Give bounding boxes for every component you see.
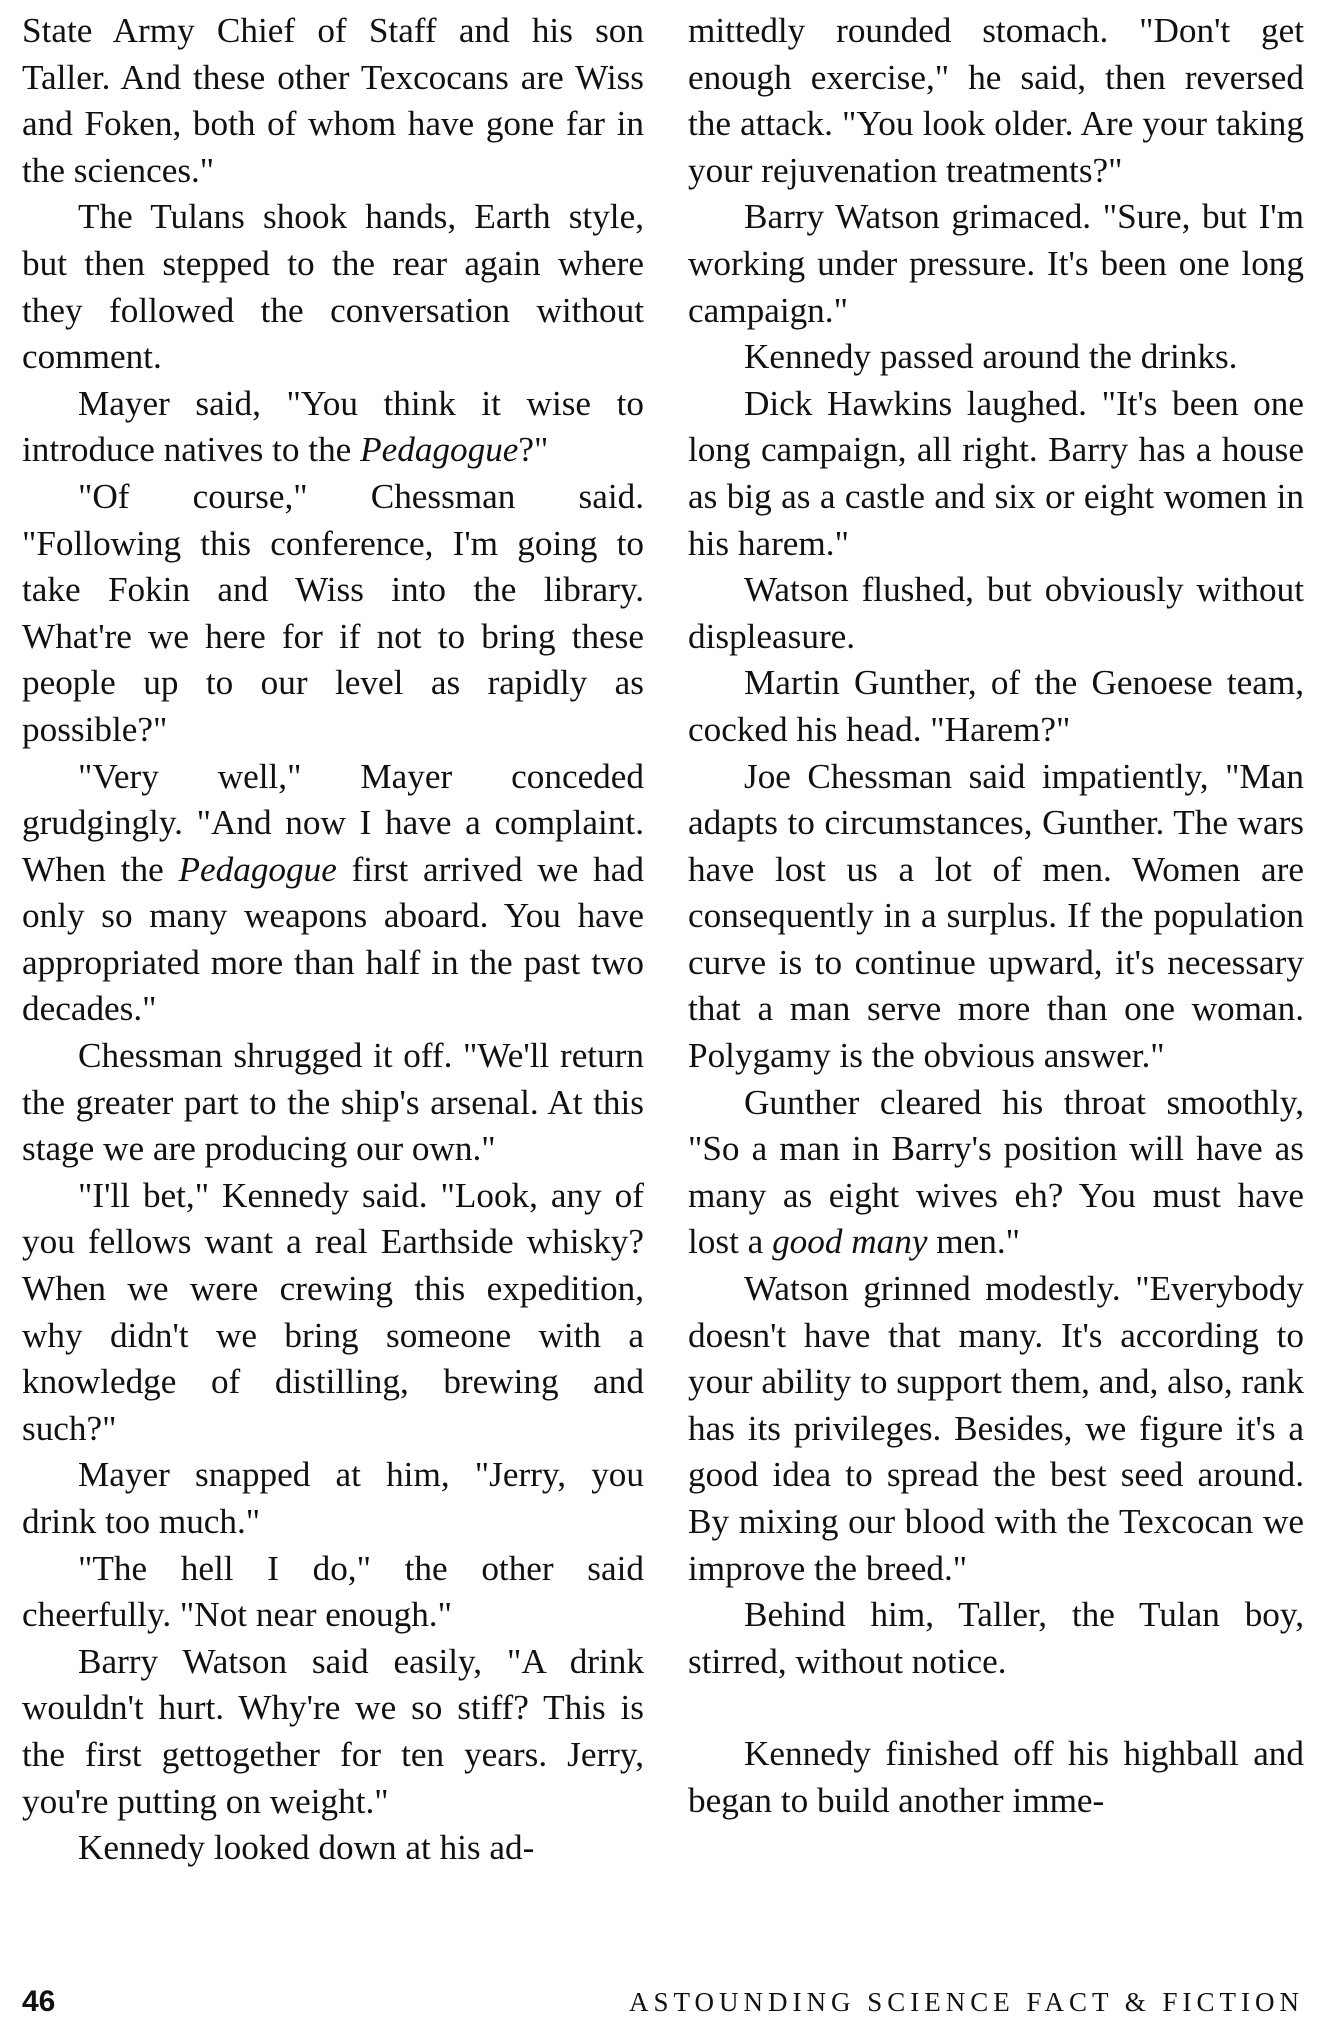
paragraph: Barry Watson said easily, "A drink wouldn't hurt. Why're we so stiff? This is the first gettogether for ten years. Jerry, you're putting on weight." bbox=[22, 1641, 644, 1821]
running-head: ASTOUNDING SCIENCE FACT & FICTION bbox=[628, 1987, 1304, 2017]
ship-name-italic: Pedagogue bbox=[360, 430, 519, 470]
paragraph: State Army Chief of Staff and his son Taller. And these other Texcocans are Wiss and Foken, both of whom have gone far in the sciences." bbox=[22, 11, 644, 190]
paragraph-text: "Very well," Mayer conceded grudgingly. "And now I have a complaint. When the bbox=[22, 756, 644, 889]
paragraph-text: ?" bbox=[518, 430, 549, 470]
paragraph-text: Gunther cleared his throat smoothly, "So a man in Barry's position will have as many as eight wives eh? You must have lost a bbox=[688, 1082, 1304, 1262]
paragraph: mittedly rounded stomach. "Don't get enough exercise," he said, then reversed the attack. "You look older. Are your taking your rejuvenation treatments?" bbox=[688, 11, 1304, 190]
paragraph: The Tulans shook hands, Earth style, but then stepped to the rear again where they followed the conversation without comment. bbox=[22, 197, 644, 377]
ship-name-italic: Pedagogue bbox=[178, 849, 337, 889]
paragraph bbox=[22, 381, 644, 474]
paragraph: Mayer snapped at him, "Jerry, you drink too much." bbox=[22, 1455, 644, 1541]
page-footer bbox=[22, 1978, 1304, 2026]
paragraph: Chessman shrugged it off. "We'll return the greater part to the ship's arsenal. At this stage we are producing our own." bbox=[22, 1036, 644, 1169]
paragraph: "The hell I do," the other said cheerfully. "Not near enough." bbox=[22, 1548, 644, 1635]
paragraph bbox=[688, 1080, 1304, 1266]
paragraph: Kennedy passed around the drinks. bbox=[744, 337, 1238, 377]
paragraph: Dick Hawkins laughed. "It's been one long campaign, all right. Barry has a house as big as a castle and six or eight women in his harem." bbox=[688, 383, 1304, 563]
paragraph: Behind him, Taller, the Tulan boy, stirred, without notice. bbox=[688, 1595, 1304, 1681]
paragraph bbox=[22, 754, 644, 1034]
paragraph: Martin Gunther, of the Genoese team, cocked his head. "Harem?" bbox=[688, 663, 1304, 749]
paragraph: "I'll bet," Kennedy said. "Look, any of you fellows want a real Earthside whisky? When we were crewing this expedition, why didn't we bring someone with a knowledge of distilling, brewing and such?" bbox=[22, 1175, 644, 1448]
paragraph-text: first arrived we had only so many weapons aboard. You have appropriated more than half in the past two decades." bbox=[22, 849, 644, 1029]
page-number: 46 bbox=[22, 1985, 56, 2018]
paragraph: "Of course," Chessman said. "Following this conference, I'm going to take Fokin and Wiss into the library. What're we here for if not to bring these people up to our level as rapidly as possible?" bbox=[22, 476, 644, 749]
paragraph: Watson grinned modestly. "Everybody doesn't have that many. It's according to your ability to support them, and, also, rank has its privileges. Besides, we figure it's a good idea to spread the best seed around. By mixing our blood with the Texcocan we improve the breed." bbox=[688, 1269, 1304, 1588]
paragraph: Kennedy looked down at his ad- bbox=[78, 1828, 535, 1868]
paragraph-text: Mayer said, "You think it wise to introduce natives to the bbox=[22, 383, 644, 470]
paragraph: Kennedy finished off his highball and began to build another imme- bbox=[688, 1734, 1304, 1820]
emphasis-italic: good many bbox=[772, 1222, 928, 1262]
paragraph: Joe Chessman said impatiently, "Man adapts to circumstances, Gunther. The wars have lost us a lot of men. Women are consequently in a surplus. If the population curve is to continue upward, it's necessary that a man serve more than one woman. Polygamy is the obvious answer." bbox=[688, 756, 1304, 1076]
paragraph: Watson flushed, but obviously without displeasure. bbox=[688, 570, 1304, 656]
paragraph-text: men." bbox=[927, 1222, 1020, 1262]
paragraph: Barry Watson grimaced. "Sure, but I'm working under pressure. It's been one long campaign." bbox=[688, 197, 1304, 330]
right-column bbox=[688, 8, 1304, 1825]
left-column bbox=[22, 8, 644, 1872]
